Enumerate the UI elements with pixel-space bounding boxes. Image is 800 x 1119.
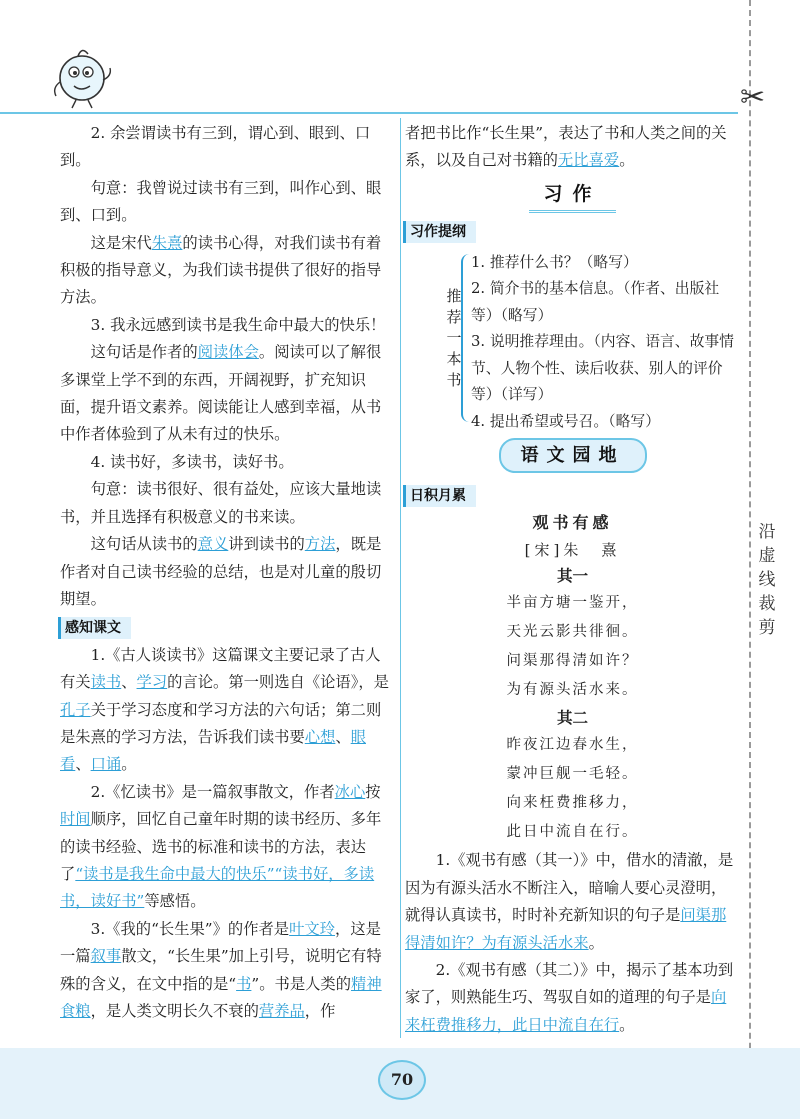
left-column [60,120,395,1025]
writing-banner: 习作 [405,181,740,213]
explanation-3: 这句话是作者的阅读体会。阅读可以了解很多课堂上学不到的东西，开阔视野，扩充知识面，提升语文素养。阅读能让人感到幸福，从书中作者体验到了从未有过的快乐。 [60,343,382,444]
poem [405,509,740,847]
section-heading-outline: 习作提纲 [403,221,476,243]
outline-item: 4. 提出希望或号召。（略写） [471,412,660,430]
outline-label: 推荐一本书 [446,286,462,389]
section-heading-accumulation: 日积月累 [403,485,476,507]
outline-items [471,250,741,436]
outline-item: 2. 简介书的基本信息。（作者、出版社等）（略写） [471,280,720,324]
perception-2: 2.《忆读书》是一篇叙事散文，作者冰心按时间顺序，回忆自己童年时期的读书经历、多年的读书经验、选书的标准和读书的方法，表达了“读书是我生命中最大的快乐”“读书好，多读书，读好书”等感悟。 [60,782,382,911]
section-heading-perception: 感知课文 [58,617,131,639]
continued-paragraph: 者把书比作“长生果”，表达了书和人类之间的关系，以及自己对书籍的无比喜爱。 [405,124,727,170]
cut-label: 沿虚线裁剪 [758,522,776,638]
explanation-2: 这是宋代朱熹的读书心得，对我们读书有着积极的指导意义，为我们读书提供了很好的指导方法。 [60,233,382,307]
poem-line: 为有源头活水来。 [506,682,639,699]
poem-title: 观书有感 [532,513,613,533]
outline-brace [461,254,469,422]
perception-3: 3.《我的“长生果”》的作者是叶文玲，这是一篇叙事散文，“长生果”加上引号，说明它有特殊的含义，在文中指的是“书”。书是人类的精神食粮，是人类文明长久不衰的营养品，作 [60,919,382,1020]
poem-line: 问渠那得清如许？ [506,653,639,670]
meaning-4: 句意：读书很好、很有益处，应该大量地读书，并且选择有积极意义的书来读。 [60,480,382,526]
poem-line: 天光云影共徘徊。 [506,624,639,641]
quote-4: 4. 读书好，多读书，读好书。 [90,452,294,471]
poem-line: 此日中流自在行。 [506,824,639,841]
explanation-4: 这句话从读书的意义讲到读书的方法，既是作者对自己读书经验的总结，也是对儿童的殷切期望。 [60,535,382,608]
poem-author: [宋]朱 熹 [524,541,621,560]
right-column [405,120,740,1039]
poem-line: 半亩方塘一鉴开， [506,595,639,612]
poem-question-1: 1.《观书有感（其一）》中，借水的清澈，是因为有源头活水不断注入，暗喻人要心灵澄明，就得认真读书，时时补充新知识的句子是问渠那得清如许？为有源头活水来。 [405,851,734,952]
page-number: 70 [378,1060,426,1100]
perception-1: 1.《古人谈读书》这篇课文主要记录了古人有关读书、学习的言论。第一则选自《论语》，是孔子关于学习态度和学习方法的六句话；第二则是朱熹的学习方法，告诉我们读书要心想、眼看、口诵。 [60,645,389,774]
quote-2: 2. 余尝谓读书有三到，谓心到、眼到、口到。 [60,124,371,170]
outline-item: 1. 推荐什么书？（略写） [471,253,638,271]
poem-part-1-title: 其一 [556,566,588,586]
cut-dashed-line [749,0,751,1119]
writing-outline [405,250,740,428]
poem-line: 蒙冲巨舰一毛轻。 [506,766,639,783]
scissors-icon: ✂ [740,80,766,115]
chinese-garden-banner: 语文园地 [405,438,740,473]
poem-line: 昨夜江边春水生， [506,737,639,754]
poem-line: 向来枉费推移力， [506,795,639,812]
outline-item: 3. 说明推荐理由。（内容、语言、故事情节、人物个性、读后收获、别人的评价等）（详写） [471,333,734,404]
header-rule [0,112,738,114]
poem-question-2: 2.《观书有感（其二）》中，揭示了基本功到家了，则熟能生巧、驾驭自如的道理的句子是向来枉费推移力，此日中流自在行。 [405,961,734,1034]
poem-part-2-title: 其二 [556,708,588,728]
meaning-2: 句意：我曾说过读书有三到，叫作心到、眼到、口到。 [60,178,382,225]
quote-3: 3. 我永远感到读书是我生命中最大的快乐！ [90,315,386,334]
column-divider [400,118,401,1038]
book-mascot-icon [48,40,120,112]
